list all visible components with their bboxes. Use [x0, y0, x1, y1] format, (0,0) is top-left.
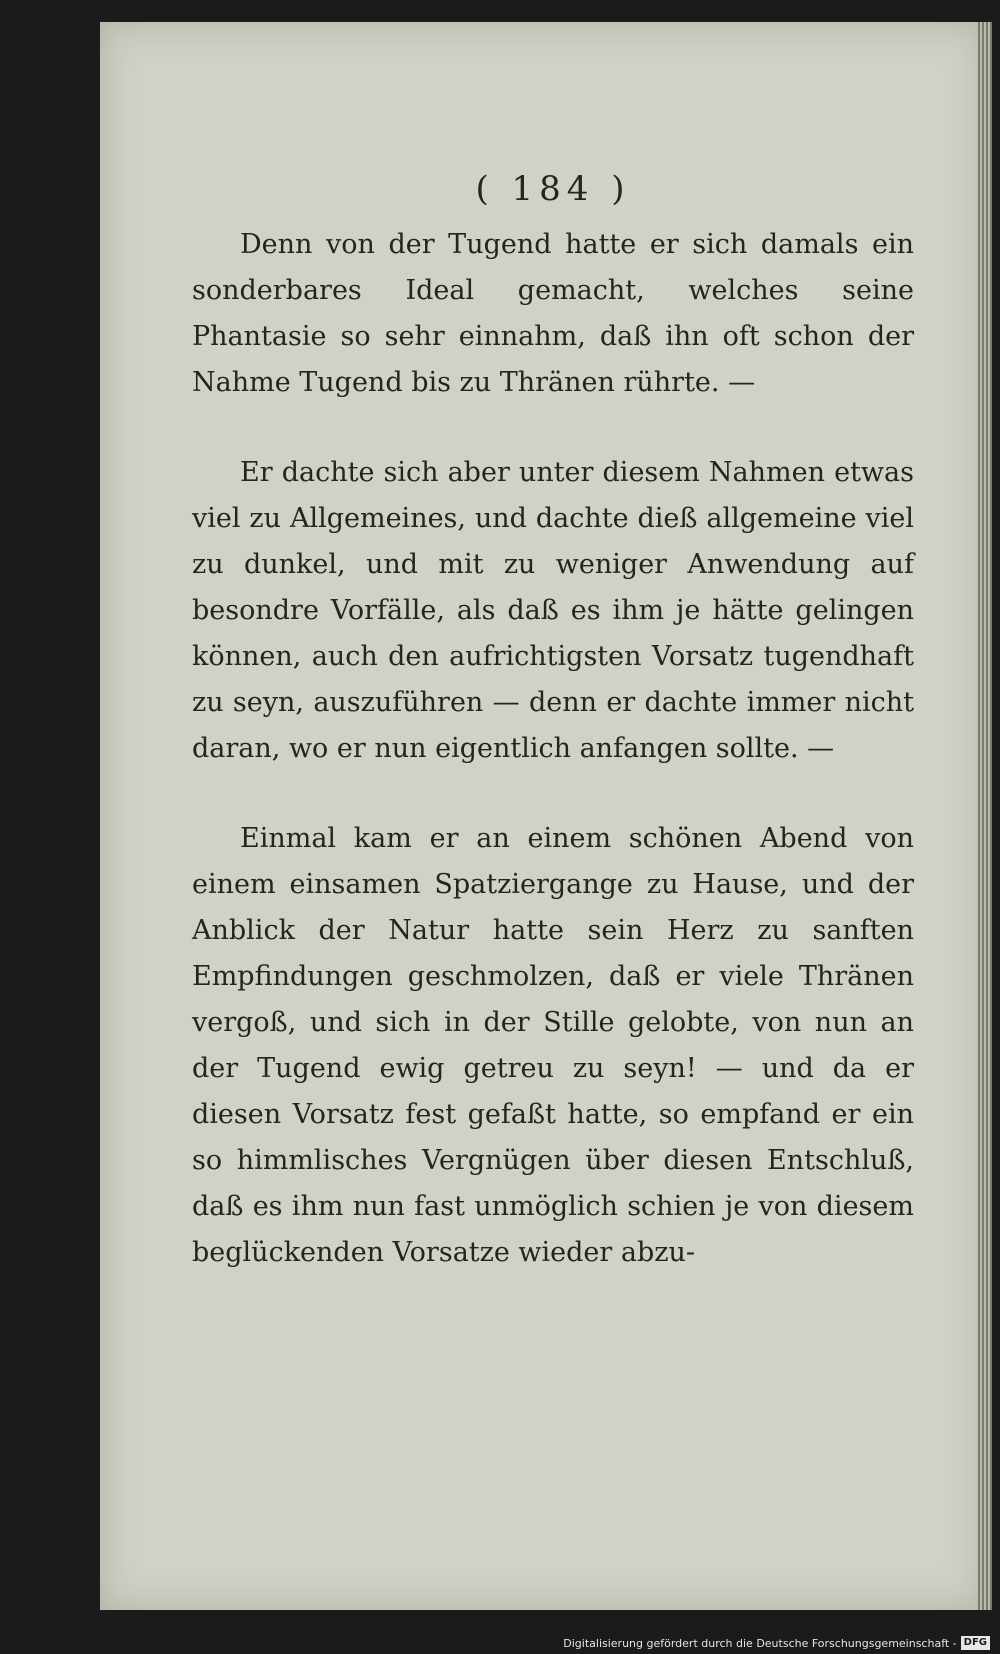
- footer-text: Digitalisierung gefördert durch die Deutsche Forschungsgemeinschaft -: [563, 1636, 957, 1650]
- funding-footer: [563, 1636, 990, 1650]
- page-text: [192, 40, 914, 1320]
- paragraph-1: Denn von der Tugend hatte er sich damals ein sonderbares Ideal gemacht, welches seine Phantasie so sehr einnahm, daß ihn oft schon der Nahme Tugend bis zu Thränen rührte. —: [192, 229, 914, 398]
- page-number: ( 184 ): [475, 169, 631, 209]
- paragraph-3: Einmal kam er an einem schönen Abend von einem einsamen Spatziergange zu Hause, und der Anblick der Natur hatte sein Herz zu sanften Empfindungen geschmolzen, daß er viele Thränen vergoß, und sich in der Stille gelobte, von nun an der Tugend ewig getreu zu seyn! — und da er diesen Vorsatz fest gefaßt hatte, so empfand er ein so himmlisches Vergnügen über diesen Entschluß, daß es ihm nun fast unmöglich schien je von diesem beglückenden Vorsatze wieder abzu-: [192, 823, 914, 1268]
- page-edge: [978, 22, 992, 1610]
- paragraph-2: Er dachte sich aber unter diesem Nahmen etwas viel zu Allgemeines, und dachte dieß allgemeine viel zu dunkel, und mit zu weniger Anwendung auf besondre Vorfälle, als daß es ihm je hätte gelingen können, auch den aufrichtigsten Vorsatz tugendhaft zu seyn, auszuführen — denn er dachte immer nicht daran, wo er nun eigentlich anfangen sollte. —: [192, 457, 914, 764]
- dfg-logo: DFG: [961, 1636, 990, 1650]
